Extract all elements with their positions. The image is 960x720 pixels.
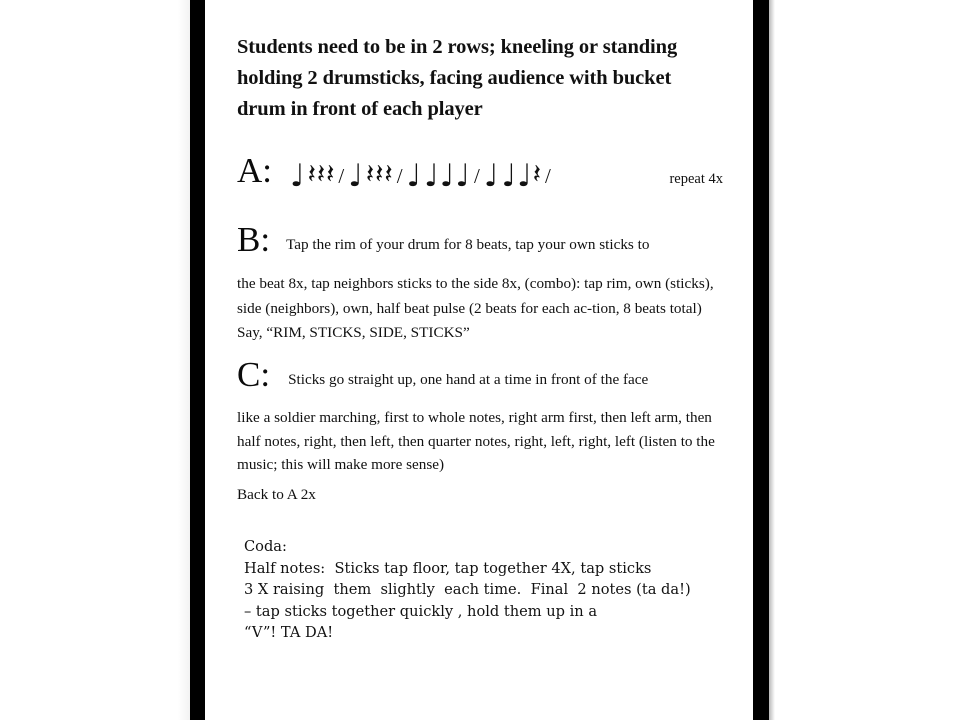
left-black-bar: [190, 0, 205, 720]
section-c-label: C:: [237, 355, 271, 394]
section-a-label: A:: [237, 151, 272, 190]
section-a: [237, 151, 723, 194]
quarter-rest-icon: 𝄽: [532, 159, 542, 190]
section-c-first-line: Sticks go straight up, one hand at a time in front of the face: [288, 371, 649, 388]
quarter-note-icon: ♩: [501, 158, 517, 194]
quarter-note-icon: ♩: [517, 158, 532, 194]
quarter-note-icon: ♩: [290, 158, 305, 194]
quarter-rest-icon: 𝄽: [384, 159, 393, 190]
measure-separator: /: [474, 164, 480, 188]
notation-measure: [406, 155, 484, 194]
section-b-body: the beat 8x, tap neighbors sticks to the side 8x, (combo): tap rim, own (sticks), side (neighbors), own, half beat pulse (2 beats for each ac-tion, 8 beats total) Say, “RIM, STICKS, SIDE, STICKS”: [237, 275, 714, 341]
notation-measure: [483, 155, 555, 194]
coda-line: Half notes: Sticks tap floor, tap together 4X, tap sticks: [244, 559, 652, 577]
section-b-first-line: Tap the rim of your drum for 8 beats, tap your own sticks to: [286, 236, 650, 253]
notation-measure: [290, 155, 348, 194]
right-bar-shadow: [769, 0, 775, 720]
intro-paragraph: Students need to be in 2 rows; kneeling or standing holding 2 drumsticks, facing audience with bucket drum in front of each player: [237, 36, 678, 120]
quarter-rest-icon: 𝄽: [365, 159, 375, 190]
coda-line: “V”! TA DA!: [244, 624, 334, 641]
section-c: [237, 357, 723, 477]
quarter-note-icon: ♩: [424, 158, 439, 194]
coda-block: [244, 536, 691, 644]
measure-separator: /: [338, 164, 345, 188]
quarter-note-icon: ♩: [455, 158, 471, 194]
coda-line: – tap sticks together quickly , hold them up in a: [244, 602, 598, 620]
quarter-rest-icon: 𝄽: [307, 159, 316, 190]
repeat-instruction: repeat 4x: [669, 171, 723, 187]
quarter-rest-icon: 𝄽: [316, 159, 326, 190]
measure-separator: /: [545, 164, 551, 188]
section-b-heading-line: [237, 222, 723, 257]
quarter-note-icon: ♩: [348, 158, 363, 194]
section-b: [237, 222, 723, 346]
left-bar-shadow: [178, 0, 190, 720]
quarter-note-icon: ♩: [439, 158, 455, 194]
notation-measure: [348, 155, 406, 194]
quarter-rest-icon: 𝄽: [375, 159, 384, 190]
back-to-a-instruction: Back to A 2x: [237, 486, 316, 503]
document-page: [205, 0, 753, 720]
coda-line: 3 X raising them slightly each time. Final 2 notes (ta da!): [244, 581, 691, 598]
section-c-heading-line: [237, 357, 723, 392]
quarter-note-icon: ♩: [406, 158, 422, 194]
section-b-label: B:: [237, 220, 271, 259]
rhythm-notation: [290, 155, 653, 194]
measure-separator: /: [396, 164, 403, 188]
right-black-bar: [753, 0, 769, 720]
quarter-note-icon: ♩: [483, 158, 499, 194]
coda-title: Coda:: [244, 538, 287, 555]
section-c-body: like a soldier marching, first to whole notes, right arm first, then left arm, then half notes, right, then left, then quarter notes, right, left, right, left (listen to the music; this will make more sense): [237, 409, 715, 473]
quarter-rest-icon: 𝄽: [326, 159, 335, 190]
